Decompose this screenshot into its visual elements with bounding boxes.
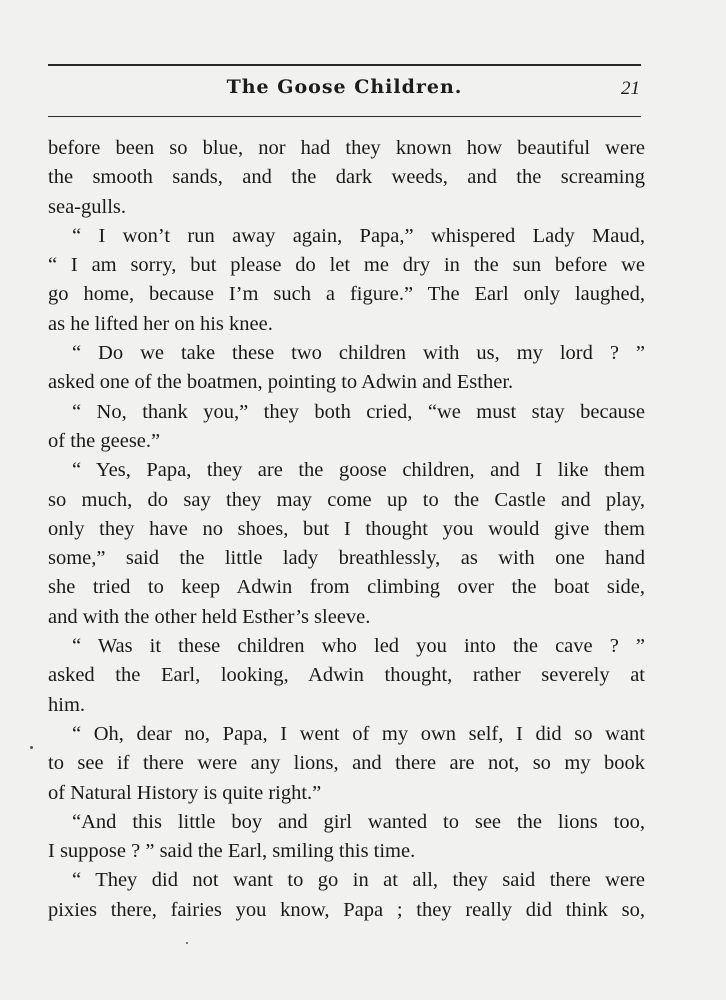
text-line: “ I am sorry, but please do let me dry in the sun before we bbox=[48, 254, 645, 277]
text-line: of Natural History is quite right.” bbox=[48, 781, 322, 804]
text-line: “ Was it these children who led you into the cave ? ” bbox=[72, 635, 645, 658]
text-line: sea-gulls. bbox=[48, 195, 126, 218]
text-line: “ Do we take these two children with us, my lord ? ” bbox=[72, 342, 645, 365]
header-rule-top bbox=[48, 64, 641, 66]
print-speck bbox=[30, 746, 33, 749]
text-line: some,” said the little lady breathlessly, as with one hand bbox=[48, 547, 645, 570]
body-text bbox=[48, 134, 645, 925]
text-line: “ No, thank you,” they both cried, “we must stay because bbox=[72, 400, 645, 423]
text-line: asked one of the boatmen, pointing to Adwin and Esther. bbox=[48, 371, 514, 394]
text-line: she tried to keep Adwin from climbing over the boat side, bbox=[48, 576, 645, 599]
header-rule-bottom bbox=[48, 116, 641, 117]
text-line: I suppose ? ” said the Earl, smiling this time. bbox=[48, 840, 416, 863]
text-line: to see if there were any lions, and there are not, so my book bbox=[48, 752, 645, 775]
text-line: pixies there, fairies you know, Papa ; they really did think so, bbox=[48, 898, 645, 921]
print-speck bbox=[186, 942, 188, 944]
text-line: asked the Earl, looking, Adwin thought, rather severely at bbox=[48, 664, 645, 687]
page-number: 21 bbox=[621, 78, 640, 99]
text-line: “ Oh, dear no, Papa, I went of my own self, I did so want bbox=[72, 722, 645, 745]
text-line: as he lifted her on his knee. bbox=[48, 312, 273, 335]
text-line: “ They did not want to go in at all, they said there were bbox=[72, 869, 645, 892]
text-line: only they have no shoes, but I thought you would give them bbox=[48, 517, 645, 540]
text-line: “ Yes, Papa, they are the goose children, and I like them bbox=[72, 459, 645, 482]
text-line: of the geese.” bbox=[48, 429, 161, 452]
text-line: the smooth sands, and the dark weeds, and the screaming bbox=[48, 166, 645, 189]
text-line: before been so blue, nor had they known how beautiful were bbox=[48, 137, 645, 159]
text-line: “And this little boy and girl wanted to see the lions too, bbox=[72, 810, 645, 833]
running-title: The Goose Children. bbox=[226, 76, 463, 98]
text-line: and with the other held Esther’s sleeve. bbox=[48, 605, 371, 628]
text-line: so much, do say they may come up to the Castle and play, bbox=[48, 488, 645, 511]
text-line: him. bbox=[48, 693, 86, 716]
text-line: “ I won’t run away again, Papa,” whispered Lady Maud, bbox=[72, 224, 645, 247]
text-line: go home, because I’m such a figure.” The Earl only laughed, bbox=[48, 283, 645, 306]
